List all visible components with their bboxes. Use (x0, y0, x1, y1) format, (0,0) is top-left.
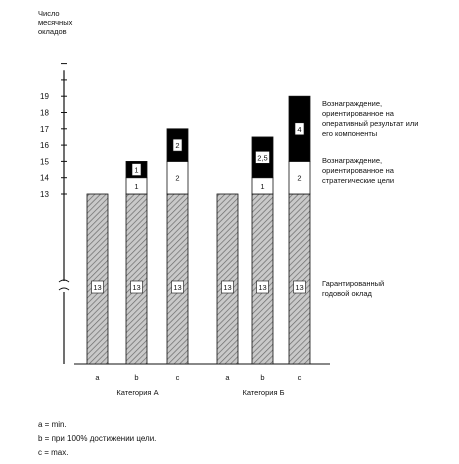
footnote-a: a = min. (38, 420, 67, 429)
y-tick-label: 16 (40, 141, 49, 151)
data-label: 2 (297, 173, 302, 183)
y-tick-label: 17 (40, 124, 49, 134)
data-label: 13 (132, 283, 141, 292)
data-label: 1 (134, 165, 139, 175)
legend-entry: ориентированное на (322, 166, 394, 175)
axis-break-mark (59, 288, 69, 290)
y-tick-label: 14 (40, 173, 49, 183)
legend-entry: ориентированное на (322, 109, 394, 118)
bar-segment (126, 194, 147, 364)
y-tick-label: 13 (40, 190, 49, 199)
data-label: 13 (173, 283, 182, 292)
data-label: 13 (295, 283, 304, 292)
data-label: 1 (260, 181, 265, 191)
data-label: 1 (134, 181, 139, 191)
data-label: 13 (223, 283, 232, 292)
legend-entry: Вознаграждение, (322, 156, 383, 165)
y-axis-title-line: месячных (38, 18, 73, 27)
legend-entry: его компоненты (322, 129, 378, 138)
data-label: 13 (93, 283, 102, 292)
legend-entry: оперативный результат или (322, 119, 419, 128)
y-tick-label: 18 (40, 108, 49, 118)
legend-entry: Вознаграждение, (322, 99, 383, 108)
bar-segment (167, 194, 188, 364)
legend-entry: стратегические цели (322, 176, 395, 185)
data-label: 2,5 (257, 153, 268, 163)
bar-segment (217, 194, 238, 364)
bar-segment (252, 194, 273, 364)
category-label: c (297, 373, 302, 382)
category-labels (95, 373, 301, 397)
footnote-c: c = max. (38, 448, 69, 457)
data-label: 2 (175, 141, 180, 151)
category-label: a (225, 373, 230, 382)
group-label: Категория Б (242, 388, 285, 397)
y-tick-label: 19 (40, 92, 49, 102)
data-label: 13 (258, 283, 267, 292)
legend (322, 99, 418, 298)
bar-segment (289, 194, 310, 364)
bars (87, 96, 310, 364)
footnote-b: b = при 100% достижении цели. (38, 434, 157, 443)
category-label: c (175, 373, 180, 382)
group-label: Категория А (116, 388, 159, 397)
category-label: a (95, 373, 100, 382)
category-label: b (260, 373, 265, 382)
bar-segment (87, 194, 108, 364)
data-label: 4 (297, 124, 302, 134)
legend-entry: Гарантированный (322, 279, 385, 288)
y-axis-title-line: Число (38, 9, 60, 18)
legend-entry: годовой оклад (322, 289, 372, 298)
data-label: 2 (175, 173, 180, 183)
y-tick-label: 15 (40, 157, 49, 167)
category-label: b (134, 373, 139, 382)
y-axis-title-line: окладов (38, 27, 67, 36)
